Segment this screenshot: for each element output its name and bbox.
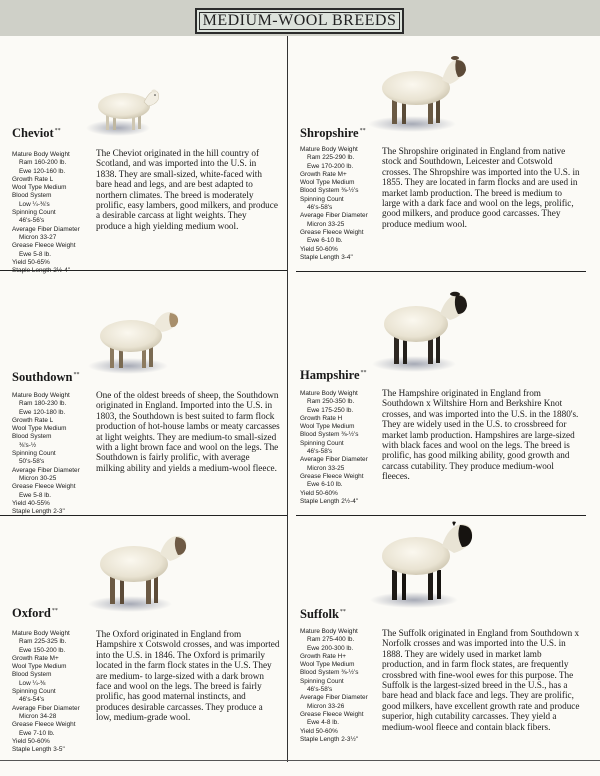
suffolk-sheep-illustration	[366, 516, 484, 610]
shropshire-sheep-illustration	[362, 50, 478, 134]
breed-stats: Mature Body Weight Ram 160-200 lb. Ewe 120-160 lb. Growth Rate L Wool Type Medium Blood System Low ¼-⅜'s Spinning Count 46's-56's Average Fiber Diameter Micron 33-27 Grease Fleece Weight Ewe 5-8 lb. Yield 50-65% Staple Length 2½-4"	[12, 151, 80, 275]
page-title: MEDIUM-WOOL BREEDS	[195, 8, 404, 34]
page-bottom-rule	[0, 760, 600, 761]
breed-description: The Hampshire originated in England from Southdown x Wiltshire Horn and Berkshire Knot crosses, and was imported into the U.S. in the 1880's. They are widely used in the U.S. to crossbreed for market lamb production. Hampshires are large-sized with black faces and wool on the legs. The breed is prolific, has good milking ability, good growth and carcass cutability. They produce medium-wool fleeces.	[382, 388, 579, 482]
breed-stats: Mature Body Weight Ram 225-290 lb. Ewe 170-200 lb. Growth Rate M+ Wool Type Medium Blood System ⅜-½'s Spinning Count 46's-58's Average Fiber Diameter Micron 33-25 Grease Fleece Weight Ewe 6-10 lb. Yield 50-60% Staple Length 3-4"	[300, 146, 368, 261]
breed-description: The Oxford originated in England from Hampshire x Cotswold crosses, and was imported into the U.S. in 1846. The Oxford is primarily located in the farm flock states in the U.S. They are medium- to large-sized with a dark brown face and wool on the legs. The breed is fairly prolific, has good maternal instincts, and produces desirable carcasses. They produce a low, medium-grade wool.	[96, 629, 280, 723]
oxford-sheep-illustration	[84, 528, 196, 614]
breed-stats: Mature Body Weight Ram 275-400 lb. Ewe 200-300 lb. Growth Rate H+ Wool Type Medium Blood System ⅜-½'s Spinning Count 46's-58's Average Fiber Diameter Micron 33-26 Grease Fleece Weight Ewe 4-8 lb. Yield 50-60% Staple Length 2-3½"	[300, 628, 368, 743]
breed-name: Shropshire**	[300, 126, 366, 140]
breed-name: Oxford**	[12, 606, 58, 620]
cheviot-sheep-illustration	[80, 76, 170, 138]
breed-name: Southdown**	[12, 370, 80, 384]
hampshire-sheep-illustration	[366, 286, 478, 374]
southdown-sheep-illustration	[84, 302, 184, 376]
breed-name: Cheviot**	[12, 126, 61, 140]
breed-description: The Cheviot originated in the hill country of Scotland, and was imported into the U.S. in 1838. They are small-sized, white-faced with bare head and legs, and are best adapted to northern climates. The breed is moderately prolific, easy lambers, good milkers, and produce a desirable carcass at light weights. They produce a high yielding medium wool.	[96, 148, 278, 231]
section-divider	[296, 271, 586, 272]
breed-name: Suffolk**	[300, 607, 346, 621]
breed-description: The Suffolk originated in England from Southdown x Norfolk crosses and was imported into the U.S. in 1888. They are widely used in market lamb production, and in farm flock states, are frequently crossbred with fine-wool ewes for this purpose. The Suffolk is the largest-sized breed in the U.S., has a bare head and black face and legs. They are prolific, good milkers, have excellent growth rate and produce superior, high cutability carcasses. They yield a medium-wool fleece and contain black fibers.	[382, 628, 580, 732]
breed-stats: Mature Body Weight Ram 250-350 lb. Ewe 175-250 lb. Growth Rate H Wool Type Medium Blood System ⅜-½'s Spinning Count 46's-58's Average Fiber Diameter Micron 33-25 Grease Fleece Weight Ewe 6-10 lb. Yield 50-60% Staple Length 2½-4"	[300, 390, 368, 505]
column-divider	[287, 36, 288, 762]
breed-stats: Mature Body Weight Ram 225-325 lb. Ewe 150-200 lb. Growth Rate M+ Wool Type Medium Blood System Low ¼-⅜ Spinning Count 46's-54's Average Fiber Diameter Micron 34-28 Grease Fleece Weight Ewe 7-10 lb. Yield 50-60% Staple Length 3-5"	[12, 630, 80, 754]
breed-stats: Mature Body Weight Ram 180-230 lb. Ewe 120-180 lb. Growth Rate L Wool Type Medium Blood System ⅜'s-½ Spinning Count 50's-58's Average Fiber Diameter Micron 30-25 Grease Fleece Weight Ewe 5-8 lb. Yield 40-55% Staple Length 2-3"	[12, 392, 80, 516]
breed-name: Hampshire**	[300, 368, 367, 382]
breed-description: One of the oldest breeds of sheep, the Southdown originated in England. Imported into the U.S. in 1803, the Southdown is best suited to farm flock production of hot-house lambs or meaty carcasses at light weights. They are medium-to small-sized with a light brown face and wool on the legs. The Southdown is fairly prolific, with average milking ability and yields a medium-wool fleece.	[96, 390, 280, 473]
breed-description: The Shropshire originated in England from native stock and Southdown, Leicester and Cotswold crosses. The Shropshire was imported into the U.S. in 1855. They are located in farm flocks and are used in market lamb production. The breed is medium to large with a dark face and wool on the legs, prolific, good milkers, and produce good carcasses. They produce medium wool.	[382, 146, 580, 229]
